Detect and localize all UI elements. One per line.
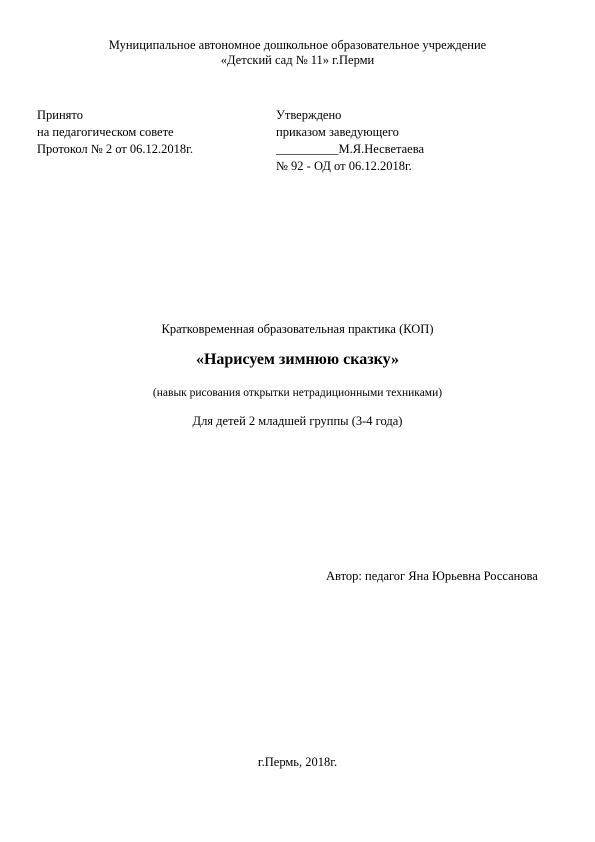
accepted-council: на педагогическом совете (37, 125, 174, 139)
accepted-block (37, 108, 193, 159)
institution-name: Муниципальное автономное дошкольное образовательное учреждение (108, 38, 487, 52)
practice-note: (навык рисования открытки нетрадиционными техниками) (152, 387, 443, 399)
accepted-protocol: Протокол № 2 от 06.12.2018г. (37, 142, 193, 156)
footer-place-year: г.Пермь, 2018г. (257, 755, 338, 769)
author-line: Автор: педагог Яна Юрьевна Россанова (326, 569, 538, 583)
approved-signature-line: __________М.Я.Несветаева (276, 142, 425, 156)
approved-heading: Утверждено (276, 108, 342, 122)
approved-order-number: № 92 - ОД от 06.12.2018г. (276, 159, 412, 173)
accepted-heading: Принято (37, 108, 83, 122)
kindergarten-name: «Детский сад № 11» г.Перми (220, 53, 375, 67)
approved-block (276, 108, 424, 176)
practice-audience: Для детей 2 младшей группы (3-4 года) (192, 414, 403, 428)
practice-title: «Нарисуем зимнюю сказку» (195, 351, 400, 368)
approved-order: приказом заведующего (276, 125, 399, 139)
practice-subtitle: Кратковременная образовательная практика (КОП) (161, 322, 434, 336)
